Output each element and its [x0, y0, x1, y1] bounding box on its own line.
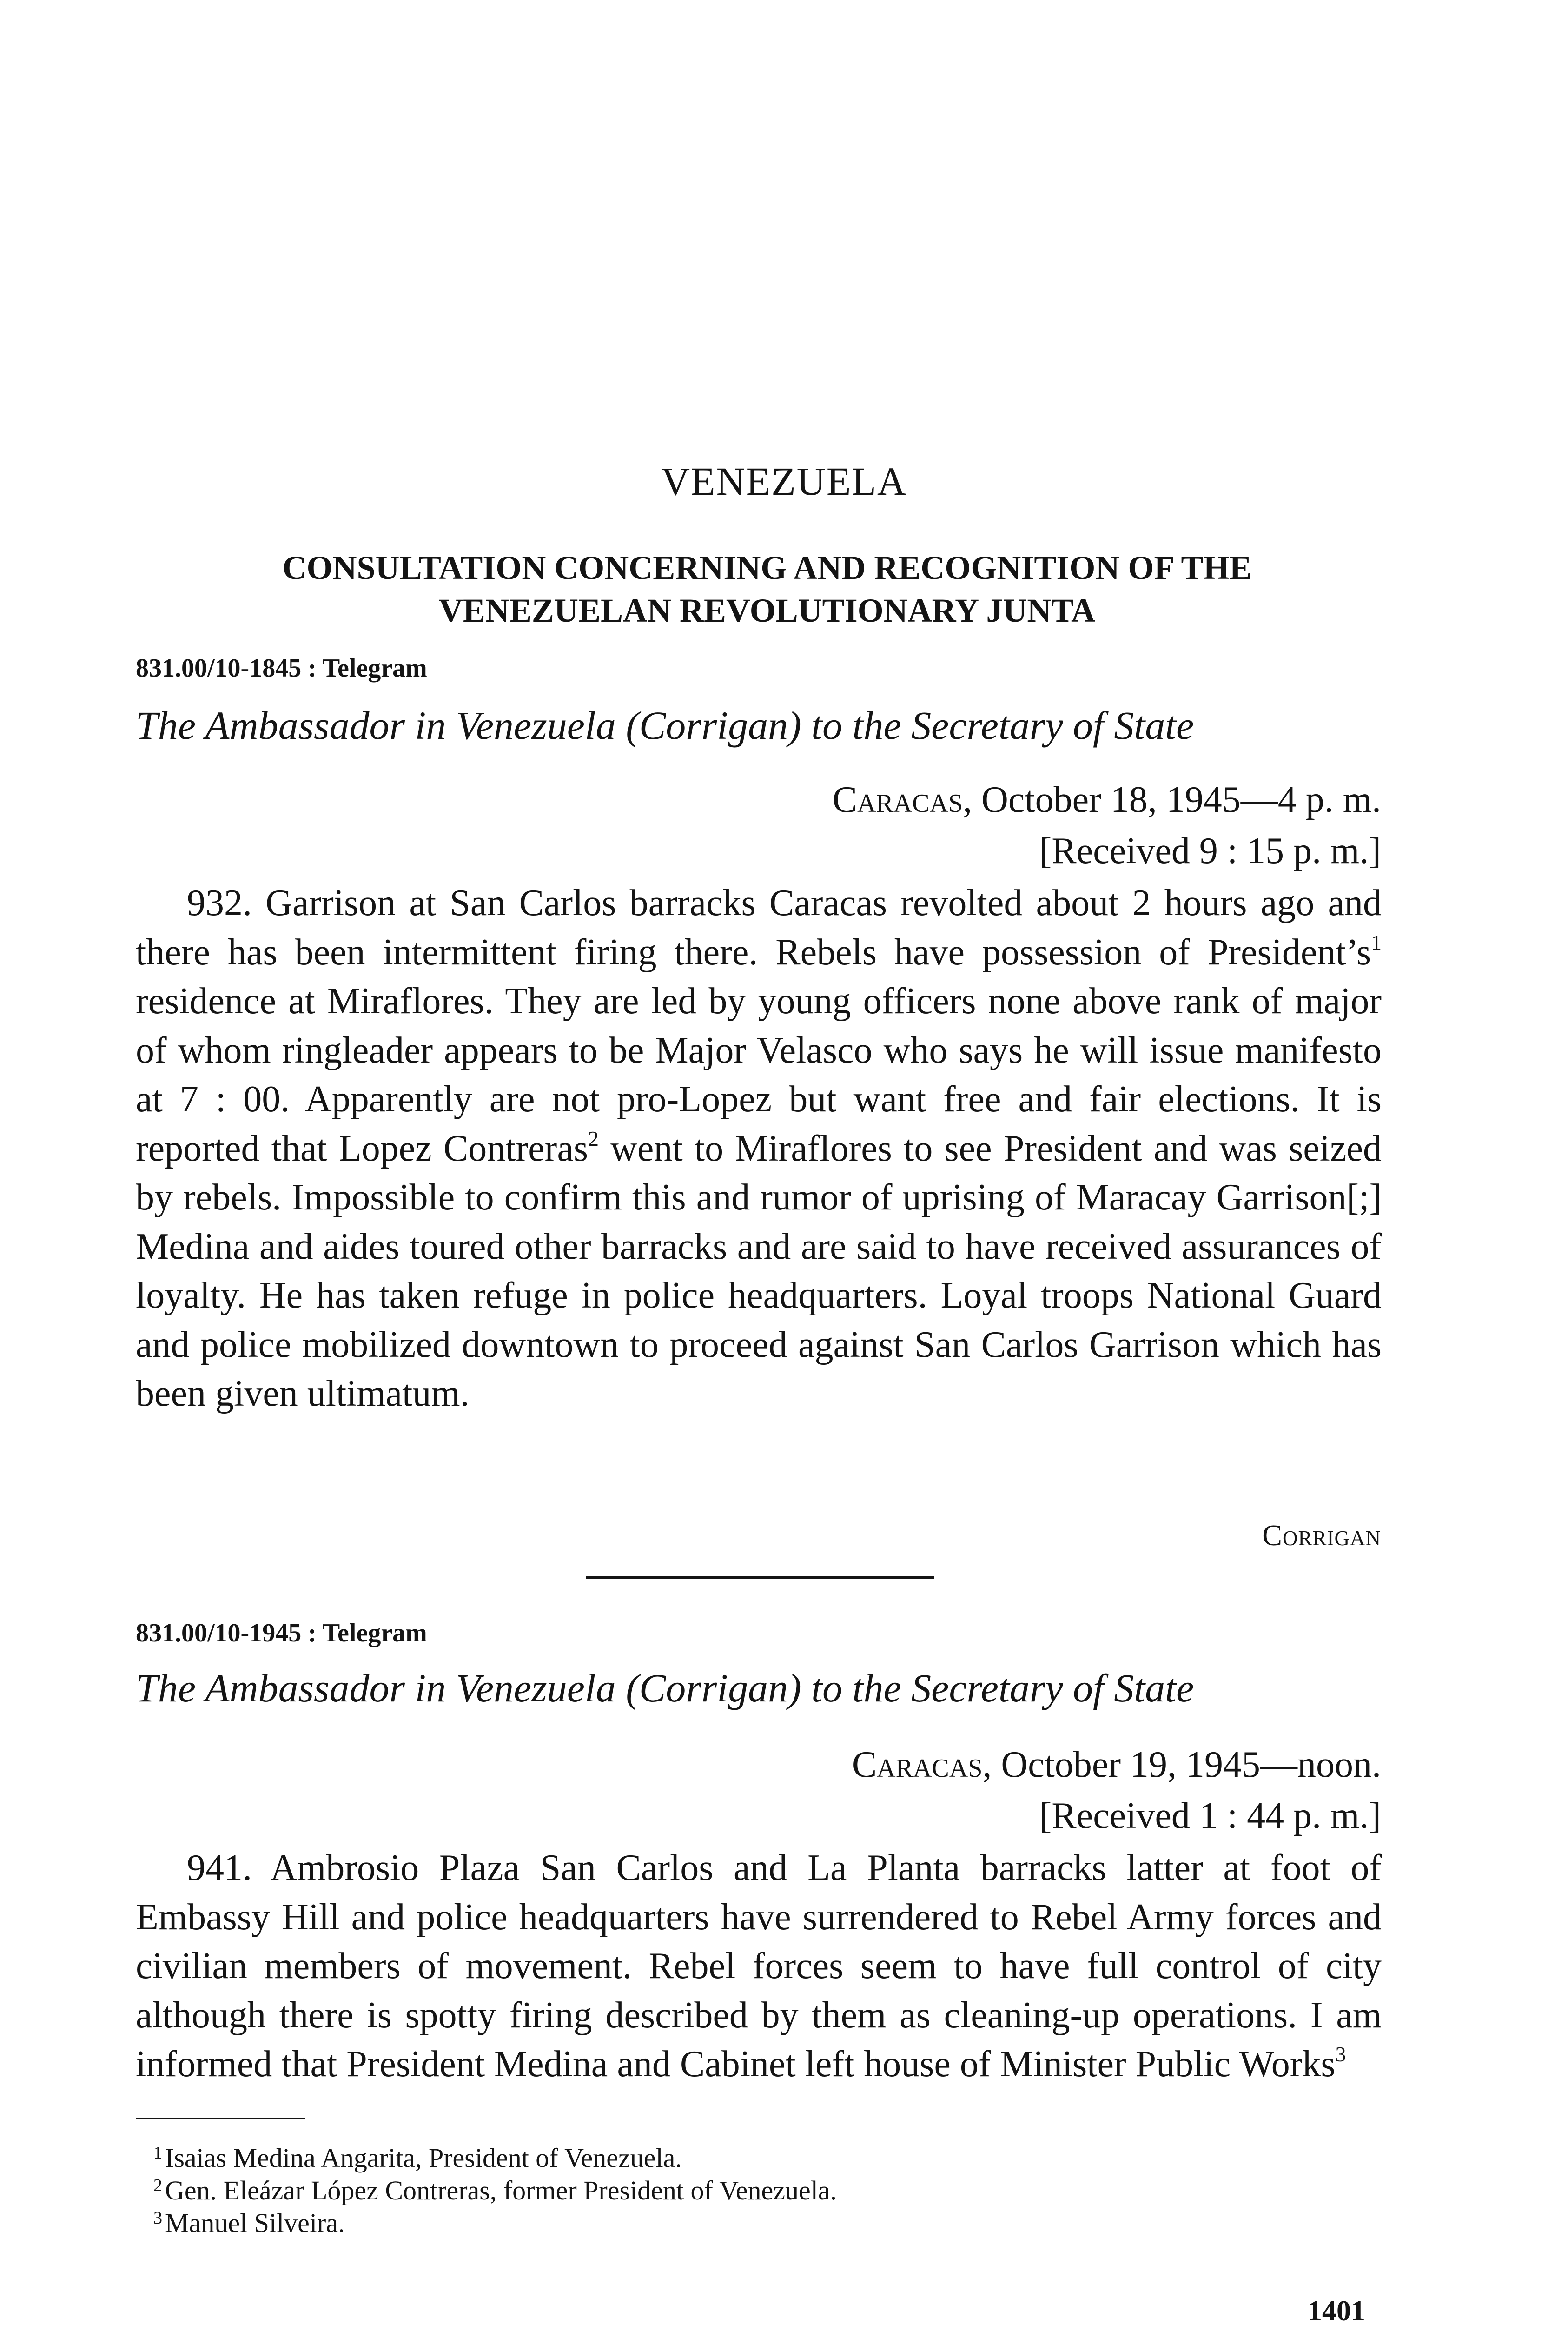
doc2-dateline — [852, 1739, 1381, 1841]
section-title: VENEZUELA — [661, 459, 907, 504]
section-separator-rule — [586, 1576, 934, 1579]
doc1-date: , October 18, 1945—4 p. m. — [963, 779, 1381, 820]
doc2-date: , October 19, 1945—noon. — [982, 1744, 1381, 1785]
footnote-ref-1: 1 — [1371, 930, 1382, 954]
doc1-body-paragraph: 932. Garrison at San Carlos barracks Caracas revolted about 2 hours ago and there has been intermittent firing there. Rebels have possession of President’s$^1$ residence at Miraflores. They are led by young officers none above rank of major of whom ringleader appears to be Major Velasco who says he will issue manifesto at 7 : 00. Apparently are not pro-Lopez but want free and fair elections. It is reported that Lopez Contreras$^2$ went to Miraflores to see President and was seized by rebels. Impossible to confirm this and rumor of uprising of Maracay Garrison[;] Medina and aides toured other barracks and are said to have received assurances of loyalty. He has taken refuge in police headquarters. Loyal troops National Guard and police mobilized downtown to proceed against San Carlos Garrison which has been given ultimatum. — [136, 883, 1382, 1414]
footnote-1: $^1$ Isaias Medina Angarita, President of Venezuela. — [153, 2143, 682, 2173]
doc1-received: [Received 9 : 15 p. m.] — [1039, 830, 1381, 871]
doc1-file-reference: 831.00/10-1845 : Telegram — [136, 654, 427, 683]
doc1-place: Caracas — [832, 779, 963, 820]
doc2-received: [Received 1 : 44 p. m.] — [1039, 1795, 1381, 1836]
subtitle-line-2: VENEZUELAN REVOLUTIONARY JUNTA — [438, 592, 1096, 629]
doc2-place: Caracas — [852, 1744, 983, 1785]
footnote-3: $^3$ Manuel Silveira. — [153, 2208, 345, 2238]
footnote-ref-3: 3 — [1335, 2042, 1346, 2066]
doc1-signature: Corrigan — [1262, 1519, 1381, 1552]
page-number: 1401 — [1308, 2295, 1365, 2325]
doc1-heading: The Ambassador in Venezuela (Corrigan) to the Secretary of State — [136, 703, 1194, 748]
footnote-rule — [136, 2118, 305, 2119]
subtitle-line-1: CONSULTATION CONCERNING AND RECOGNITION OF THE — [282, 549, 1252, 586]
doc1-dateline — [833, 774, 1381, 877]
section-subtitle — [177, 546, 1357, 632]
footnote-ref-2: 2 — [588, 1126, 599, 1150]
doc2-file-reference: 831.00/10-1945 : Telegram — [136, 1619, 427, 1647]
doc2-heading: The Ambassador in Venezuela (Corrigan) to the Secretary of State — [136, 1666, 1194, 1710]
footnote-2: $^2$ Gen. Eleázar López Contreras, former President of Venezuela. — [153, 2175, 837, 2205]
doc2-body-paragraph: 941. Ambrosio Plaza San Carlos and La Planta barracks latter at foot of Embassy Hill and police headquarters have surrendered to Rebel Army forces and civilian members of movement. Rebel forces seem to have full control of city although there is spotty firing described by them as cleaning-up operations. I am informed that President Medina and Cabinet left house of Minister Public Works$^3$ — [136, 1847, 1382, 2085]
